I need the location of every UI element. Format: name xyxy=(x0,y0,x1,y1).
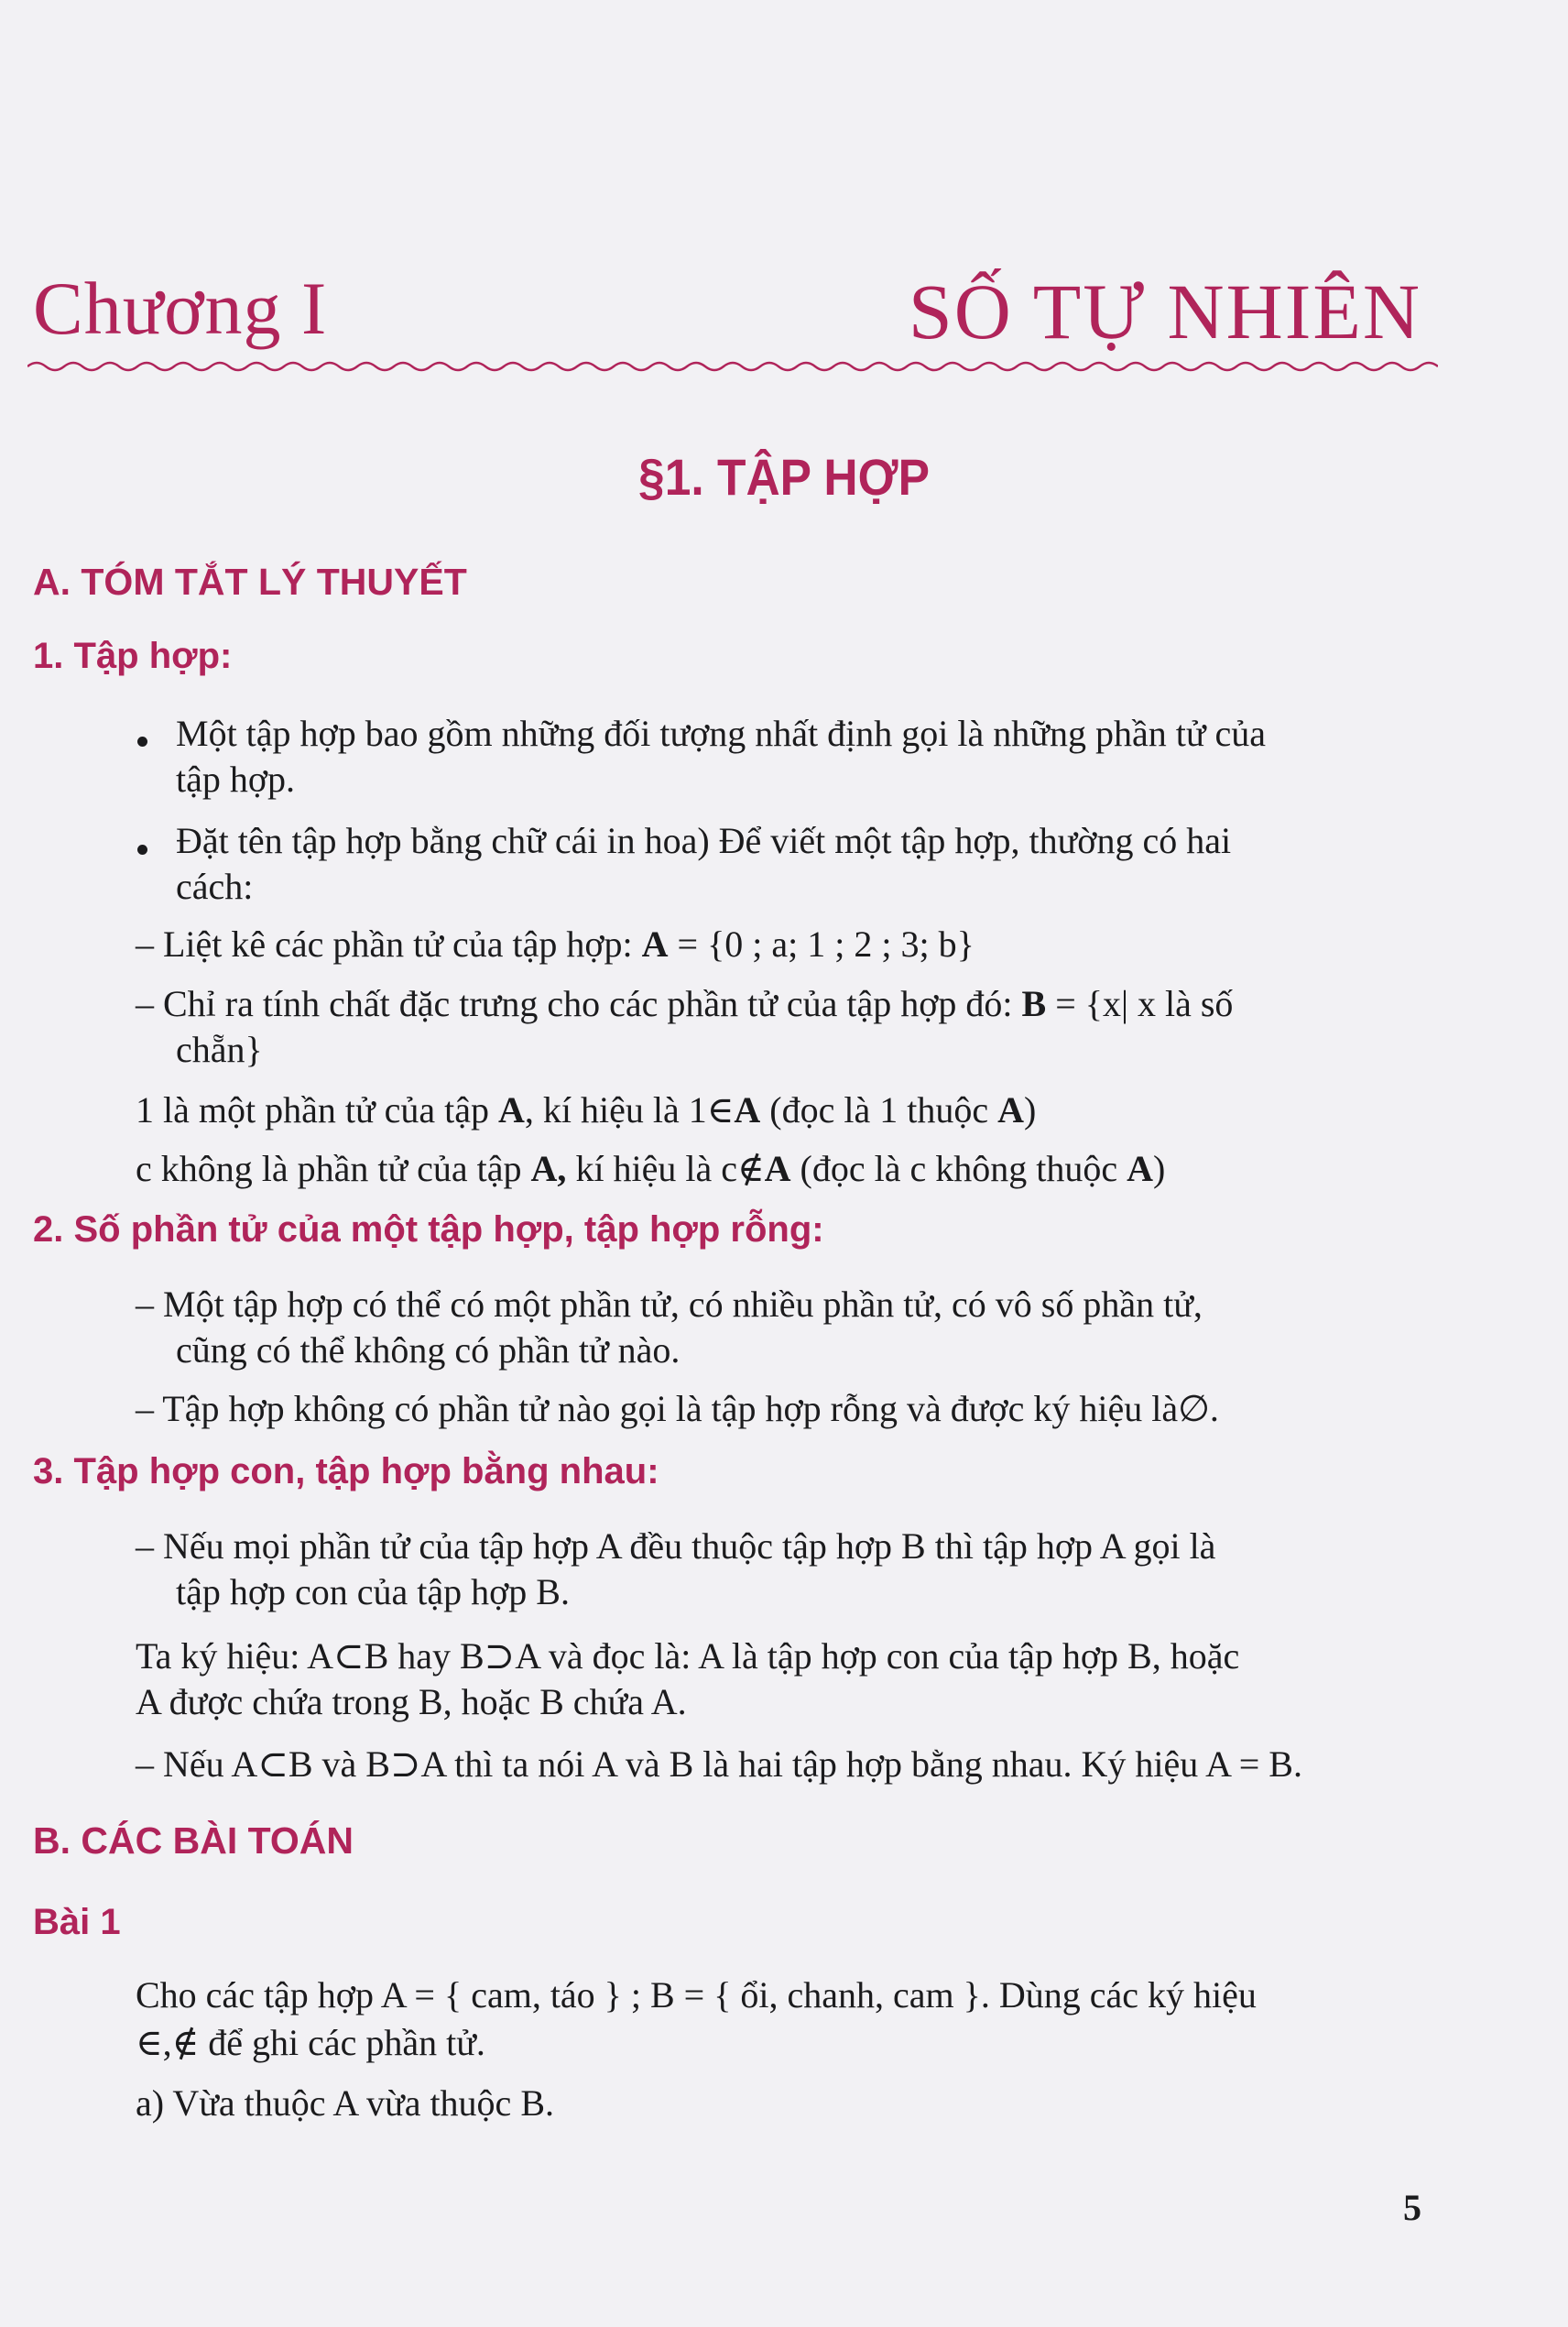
chapter-name: SỐ TỰ NHIÊN xyxy=(908,268,1421,355)
subsection-3-dash-1-line-1: – Nếu mọi phần tử của tập hợp A đều thuộc tập hợp B thì tập hợp A gọi là xyxy=(136,1525,1216,1567)
subsection-2-dash-2: – Tập hợp không có phần tử nào gọi là tập hợp rỗng và được ký hiệu là∅. xyxy=(136,1388,1219,1429)
list-method-line: – Liệt kê các phần tử của tập hợp: A = {0 ; a; 1 ; 2 ; 3; b} xyxy=(136,923,975,965)
not-element-of-line: c không là phần tử của tập A, kí hiệu là c∉A (đọc là c không thuộc A) xyxy=(136,1148,1166,1189)
page-number: 5 xyxy=(1403,2187,1421,2228)
exercise-1-line-2: ∈,∉ để ghi các phần tử. xyxy=(136,2022,485,2063)
bullet-1-line-2: tập hợp. xyxy=(176,759,296,800)
part-b-heading: B. CÁC BÀI TOÁN xyxy=(33,1819,354,1862)
subsection-3-note-line-1: Ta ký hiệu: A⊂B hay B⊃A và đọc là: A là tập hợp con của tập hợp B, hoặc xyxy=(136,1635,1240,1677)
subsection-3-heading: 3. Tập hợp con, tập hợp bằng nhau: xyxy=(33,1451,659,1491)
part-a-heading: A. TÓM TẮT LÝ THUYẾT xyxy=(33,561,467,603)
bullet-2-line-1: Đặt tên tập hợp bằng chữ cái in hoa) Để viết một tập hợp, thường có hai xyxy=(176,820,1232,861)
chapter-label: Chương I xyxy=(33,267,328,350)
subsection-1-heading: 1. Tập hợp: xyxy=(33,636,233,676)
bullet-icon xyxy=(137,845,147,855)
exercise-1-label: Bài 1 xyxy=(33,1902,121,1942)
subsection-3-note-line-2: A được chứa trong B, hoặc B chứa A. xyxy=(136,1681,687,1722)
subsection-3-dash-1-line-2: tập hợp con của tập hợp B. xyxy=(176,1571,570,1612)
bullet-1-line-1: Một tập hợp bao gồm những đối tượng nhất định gọi là những phần tử của xyxy=(176,713,1266,754)
subsection-2-dash-1-line-2: cũng có thể không có phần tử nào. xyxy=(176,1329,681,1371)
exercise-1-line-1: Cho các tập hợp A = { cam, táo } ; B = { ổi, chanh, cam }. Dùng các ký hiệu xyxy=(136,1974,1257,2016)
exercise-1-line-3: a) Vừa thuộc A vừa thuộc B. xyxy=(136,2082,554,2124)
property-method-line-2: chẵn} xyxy=(176,1029,263,1070)
subsection-3-dash-2: – Nếu A⊂B và B⊃A thì ta nói A và B là hai tập hợp bằng nhau. Ký hiệu A = B. xyxy=(136,1743,1302,1785)
subsection-2-heading: 2. Số phần tử của một tập hợp, tập hợp rỗng: xyxy=(33,1209,824,1250)
chapter-underline-wave xyxy=(27,359,1438,374)
section-title: §1. TẬP HỢP xyxy=(638,448,930,506)
bullet-icon xyxy=(137,737,147,747)
bullet-2-line-2: cách: xyxy=(176,866,254,907)
property-method-line: – Chỉ ra tính chất đặc trưng cho các phần tử của tập hợp đó: B = {x| x là số xyxy=(136,983,1234,1024)
element-of-line: 1 là một phần tử của tập A, kí hiệu là 1∈A (đọc là 1 thuộc A) xyxy=(136,1089,1037,1131)
subsection-2-dash-1-line-1: – Một tập hợp có thể có một phần tử, có nhiều phần tử, có vô số phần tử, xyxy=(136,1284,1203,1325)
